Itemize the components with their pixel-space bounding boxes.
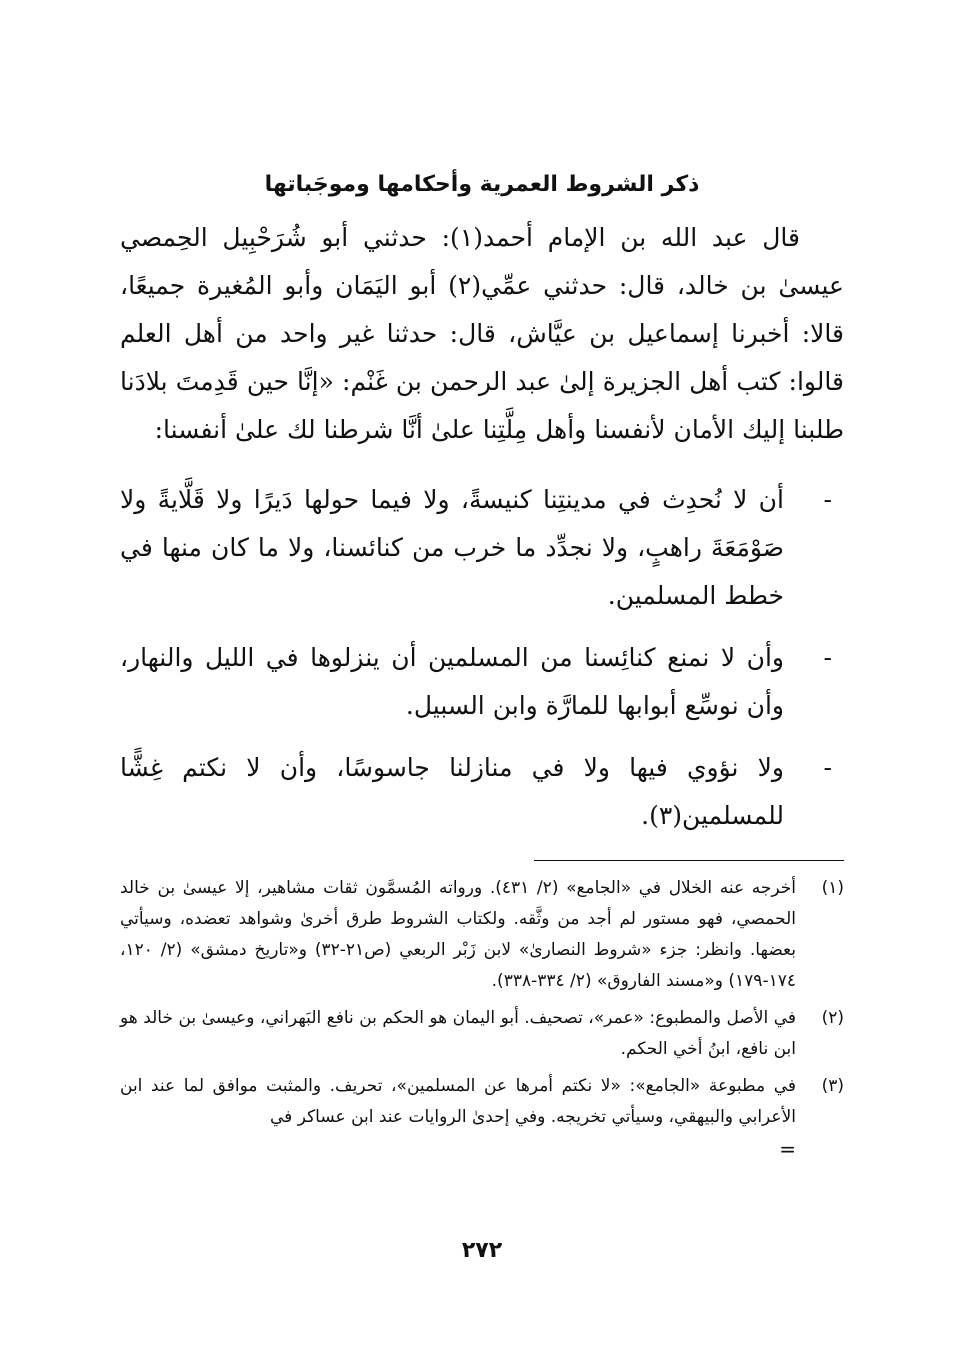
bullet-dash: - xyxy=(823,643,832,672)
main-paragraph: قال عبد الله بن الإمام أحمد(١): حدثني أبو شُرَحْبِيل الحِمصي عيسىٰ بن خالد، قال: حدثني عمِّي(٢) أبو اليَمَان وأبو المُغيرة جميعًا، قالا: أخبرنا إسماعيل بن عيَّاش، قال: حدثنا غير واحد من أهل العلم قالوا: كتب أهل الجزيرة إلىٰ عبد الرحمن بن غَنْم: «إنَّا حين قَدِمتَ بلادَنا طلبنا إليك الأمان لأنفسنا وأهل مِلَّتِنا علىٰ أنَّا شرطنا لك علىٰ أنفسنا: xyxy=(120,223,844,444)
list-item-text: ولا نؤوي فيها ولا في منازلنا جاسوسًا، وأن لا نكتم غِشًّا للمسلمين(٣). xyxy=(120,753,784,830)
footnote-text: في الأصل والمطبوع: «عمر»، تصحيف. أبو اليمان هو الحكم بن نافع البَهراني، وعيسىٰ بن خالد هو ابن نافع، ابنُ أخي الحكم. xyxy=(120,1008,796,1059)
bullet-dash: - xyxy=(823,753,832,782)
list-item-text: وأن لا نمنع كنائِسنا من المسلمين أن ينزلوها في الليل والنهار، وأن نوسِّع أبوابها للمارَّة وابن السبيل. xyxy=(120,643,784,720)
page-number: ٢٧٢ xyxy=(461,1238,503,1263)
bullet-dash: - xyxy=(823,485,832,514)
footnote-text: أخرجه عنه الخلال في «الجامع» (٢/ ٤٣١). ورواته المُسمَّون ثقات مشاهير، إلا عيسىٰ بن خالد الحمصي، فهو مستور لم أجد من وثَّقه. ولكتاب الشروط طرق أخرىٰ وشواهد تعضده، وسيأتي بعضها. وانظر: جزء «شروط النصارىٰ» لابن زَبْر الربعي (ص٢١-٣٢) و«تاريخ دمشق» (٢/ ١٢٠، ١٧٤-١٧٩) و«مسند الفاروق» (٢/ ٣٣٤-٣٣٨). xyxy=(120,878,797,991)
list-item xyxy=(120,744,844,840)
footnote-text: في مطبوعة «الجامع»: «لا نكتم أمرها عن المسلمين»، تحريف. والمثبت موافق لما عند ابن الأعرابي والبيهقي، وسيأتي تخريجه. وفي إحدىٰ الروايات عند ابن عساكر في xyxy=(120,1076,796,1127)
footnote-item xyxy=(120,1003,844,1065)
page-body xyxy=(120,170,844,1159)
footnote-number: (٣) xyxy=(821,1076,844,1096)
page-header: ذكر الشروط العمرية وأحكامها وموجَباتها xyxy=(264,172,700,197)
list-item xyxy=(120,476,844,620)
footnote-number: (١) xyxy=(821,878,844,898)
conditions-list xyxy=(120,476,844,840)
footnote-number: (٢) xyxy=(821,1008,844,1028)
list-item-text: أن لا نُحدِث في مدينتِنا كنيسةً، ولا فيما حولها دَيرًا ولا قَلَّايةً ولا صَوْمَعَةَ راهبٍ، ولا نجدِّد ما خرب من كنائسنا، ولا ما كان منها في خطط المسلمين. xyxy=(120,485,784,610)
list-item xyxy=(120,634,844,730)
footnote-item xyxy=(120,873,844,997)
continuation-mark: = xyxy=(779,1137,796,1161)
footnote-item xyxy=(120,1071,844,1133)
footnotes xyxy=(120,873,844,1133)
footnote-separator xyxy=(534,860,844,861)
